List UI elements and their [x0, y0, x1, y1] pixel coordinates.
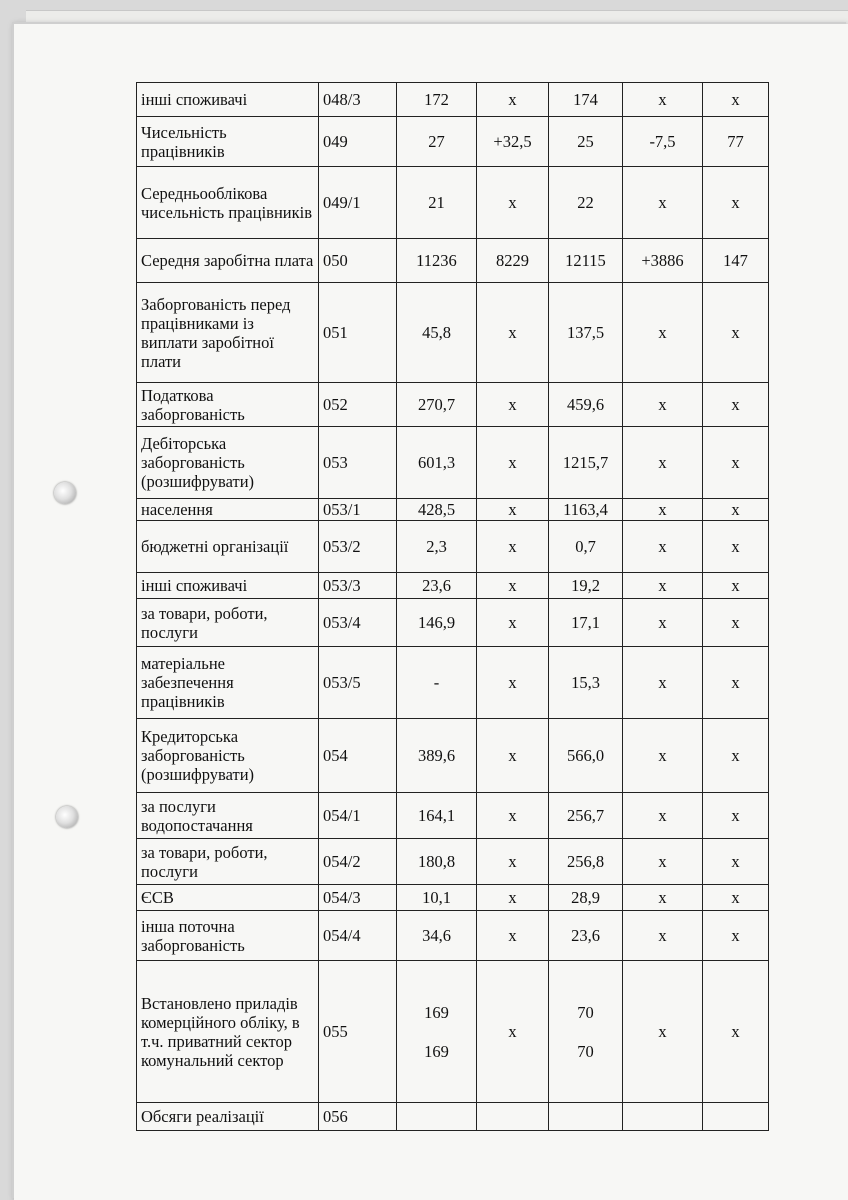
cell-value: x [477, 521, 549, 573]
row-code: 054/4 [319, 911, 397, 961]
table-row [137, 117, 769, 167]
cell-value: 180,8 [397, 839, 477, 885]
cell-value: 11236 [397, 239, 477, 283]
row-name: Обсяги реалізації [137, 1103, 319, 1131]
row-code: 056 [319, 1103, 397, 1131]
cell-value: 389,6 [397, 719, 477, 793]
row-code: 051 [319, 283, 397, 383]
cell-value: 28,9 [549, 885, 623, 911]
cell-value: x [703, 911, 769, 961]
cell-value: x [703, 961, 769, 1103]
cell-value: +32,5 [477, 117, 549, 167]
cell-value: x [477, 83, 549, 117]
table-row [137, 961, 769, 1103]
cell-value: x [623, 647, 703, 719]
cell-value: x [477, 283, 549, 383]
cell-value: x [623, 383, 703, 427]
cell-value: x [477, 839, 549, 885]
cell-value: x [477, 599, 549, 647]
cell-value: x [703, 499, 769, 521]
cell-value [703, 1103, 769, 1131]
binder-hole-top [54, 482, 76, 504]
cell-value: x [703, 885, 769, 911]
row-name: Чисельність працівників [137, 117, 319, 167]
row-name: інша поточна заборгованість [137, 911, 319, 961]
cell-value: 23,6 [549, 911, 623, 961]
row-name: ЄСВ [137, 885, 319, 911]
row-code: 053/5 [319, 647, 397, 719]
cell-value: x [703, 839, 769, 885]
cell-value: 27 [397, 117, 477, 167]
row-name: Податкова заборгованість [137, 383, 319, 427]
cell-value: 147 [703, 239, 769, 283]
cell-value: 70 [577, 1002, 594, 1022]
cell-value: -7,5 [623, 117, 703, 167]
cell-value: x [703, 599, 769, 647]
cell-value: x [623, 961, 703, 1103]
cell-value: 164,1 [397, 793, 477, 839]
cell-value-group [397, 961, 477, 1103]
row-code: 053/4 [319, 599, 397, 647]
table-row [137, 573, 769, 599]
table-row [137, 427, 769, 499]
cell-value: 17,1 [549, 599, 623, 647]
cell-value [549, 1103, 623, 1131]
table-row [137, 283, 769, 383]
cell-value: 146,9 [397, 599, 477, 647]
row-name: матеріальне забезпечення працівників [137, 647, 319, 719]
row-name: за послуги водопостачання [137, 793, 319, 839]
cell-value: 10,1 [397, 885, 477, 911]
cell-value: 15,3 [549, 647, 623, 719]
cell-value: 25 [549, 117, 623, 167]
row-name: за товари, роботи, послуги [137, 839, 319, 885]
report-table [136, 82, 769, 1131]
row-code: 054/1 [319, 793, 397, 839]
cell-value: x [477, 499, 549, 521]
table-row [137, 83, 769, 117]
cell-value: x [477, 167, 549, 239]
cell-value: 270,7 [397, 383, 477, 427]
row-name: Встановлено приладів комерційного обліку, в т.ч. приватний сектор комунальний сектор [137, 961, 319, 1103]
table-row [137, 1103, 769, 1131]
cell-value: 1215,7 [549, 427, 623, 499]
cell-value: 169 [424, 1041, 449, 1061]
cell-value: x [623, 911, 703, 961]
row-code: 055 [319, 961, 397, 1103]
row-code: 053 [319, 427, 397, 499]
cell-value: x [477, 793, 549, 839]
cell-value: x [703, 83, 769, 117]
cell-value: x [623, 427, 703, 499]
cell-value: x [623, 499, 703, 521]
cell-value: 137,5 [549, 283, 623, 383]
table-row [137, 839, 769, 885]
row-code: 054/2 [319, 839, 397, 885]
cell-value: x [623, 599, 703, 647]
cell-value: - [397, 647, 477, 719]
cell-value: 22 [549, 167, 623, 239]
table-row [137, 911, 769, 961]
cell-value: x [623, 839, 703, 885]
cell-value: x [703, 573, 769, 599]
row-name: Середньооблікова чисельність працівників [137, 167, 319, 239]
cell-value [477, 1103, 549, 1131]
cell-value: x [703, 793, 769, 839]
table-row [137, 499, 769, 521]
row-code: 053/3 [319, 573, 397, 599]
table-row [137, 383, 769, 427]
cell-value: 23,6 [397, 573, 477, 599]
row-name: населення [137, 499, 319, 521]
cell-value: 45,8 [397, 283, 477, 383]
cell-value: x [703, 283, 769, 383]
cell-value: 8229 [477, 239, 549, 283]
row-name: Дебіторська заборгованість (розшифрувати) [137, 427, 319, 499]
table-row [137, 521, 769, 573]
cell-value: x [703, 167, 769, 239]
cell-value-group [549, 961, 623, 1103]
cell-value: x [477, 885, 549, 911]
cell-value: 34,6 [397, 911, 477, 961]
cell-value [623, 1103, 703, 1131]
cell-value: x [477, 719, 549, 793]
table-row [137, 239, 769, 283]
row-name: за товари, роботи, послуги [137, 599, 319, 647]
cell-value: x [477, 427, 549, 499]
row-code: 049/1 [319, 167, 397, 239]
cell-value: 1163,4 [549, 499, 623, 521]
table-row [137, 719, 769, 793]
row-code: 049 [319, 117, 397, 167]
table-row [137, 885, 769, 911]
cell-value: 19,2 [549, 573, 623, 599]
row-name: Заборгованість перед працівниками із виплати заробітної плати [137, 283, 319, 383]
cell-value: 428,5 [397, 499, 477, 521]
table-row [137, 647, 769, 719]
cell-value: x [623, 283, 703, 383]
cell-value: 21 [397, 167, 477, 239]
row-code: 054/3 [319, 885, 397, 911]
cell-value: 12115 [549, 239, 623, 283]
cell-value: x [477, 911, 549, 961]
cell-value: 256,8 [549, 839, 623, 885]
row-code: 053/1 [319, 499, 397, 521]
cell-value: x [477, 573, 549, 599]
cell-value: +3886 [623, 239, 703, 283]
row-code: 052 [319, 383, 397, 427]
row-name: бюджетні організації [137, 521, 319, 573]
cell-value: x [623, 793, 703, 839]
cell-value: x [703, 521, 769, 573]
row-code: 048/3 [319, 83, 397, 117]
row-code: 053/2 [319, 521, 397, 573]
table-row [137, 167, 769, 239]
cell-value: 172 [397, 83, 477, 117]
cell-value: 256,7 [549, 793, 623, 839]
cell-value: x [623, 83, 703, 117]
cell-value: x [623, 885, 703, 911]
cell-value: 0,7 [549, 521, 623, 573]
row-name: інші споживачі [137, 573, 319, 599]
row-code: 050 [319, 239, 397, 283]
cell-value: x [477, 961, 549, 1103]
row-name: Середня заробітна плата [137, 239, 319, 283]
cell-value: x [623, 573, 703, 599]
cell-value: 77 [703, 117, 769, 167]
cell-value: 70 [577, 1041, 594, 1061]
cell-value: 2,3 [397, 521, 477, 573]
cell-value: x [703, 427, 769, 499]
cell-value: x [623, 719, 703, 793]
row-code: 054 [319, 719, 397, 793]
table-row [137, 793, 769, 839]
cell-value: 601,3 [397, 427, 477, 499]
cell-value: x [623, 167, 703, 239]
cell-value: x [623, 521, 703, 573]
cell-value: x [477, 383, 549, 427]
cell-value: 169 [424, 1002, 449, 1022]
table-row [137, 599, 769, 647]
row-name: Кредиторська заборгованість (розшифрувати) [137, 719, 319, 793]
cell-value: x [703, 647, 769, 719]
cell-value: 566,0 [549, 719, 623, 793]
cell-value: x [703, 383, 769, 427]
cell-value [397, 1103, 477, 1131]
cell-value: 174 [549, 83, 623, 117]
binder-hole-bottom [56, 806, 78, 828]
cell-value: 459,6 [549, 383, 623, 427]
row-name: інші споживачі [137, 83, 319, 117]
cell-value: x [477, 647, 549, 719]
cell-value: x [703, 719, 769, 793]
